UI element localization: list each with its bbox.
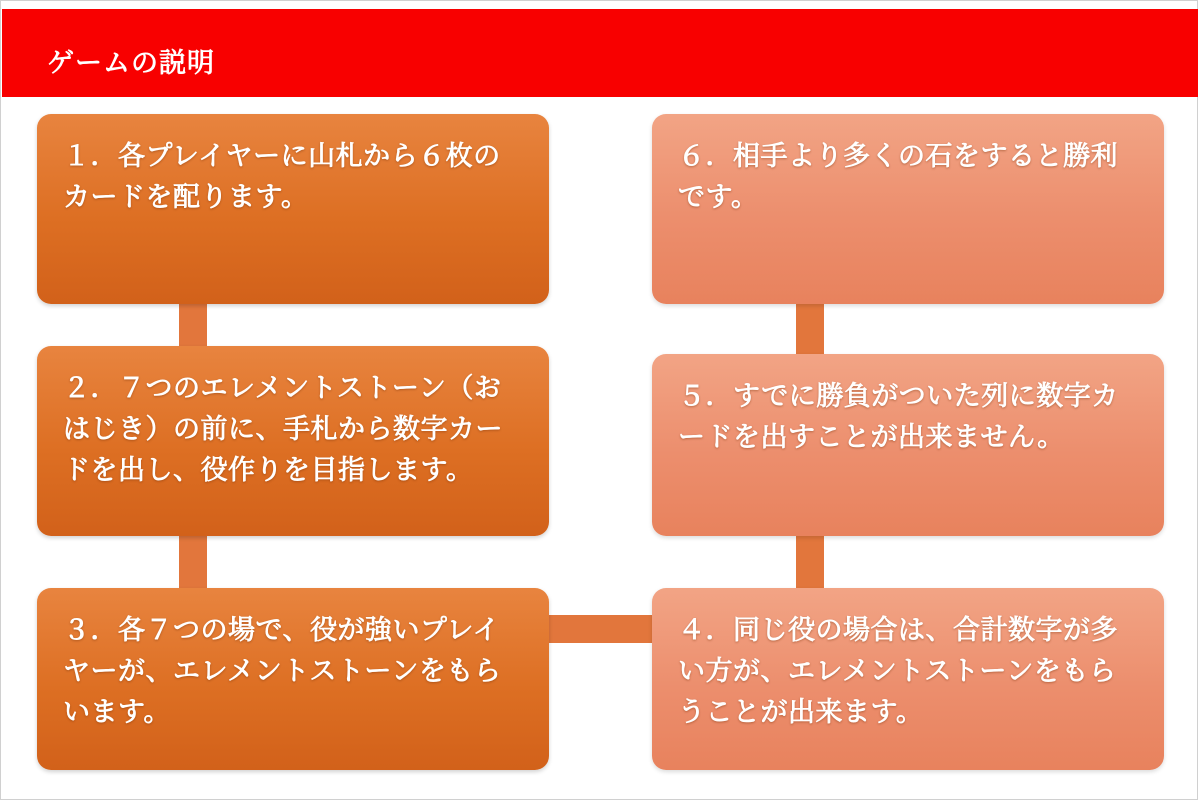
page-title: ゲームの説明 bbox=[47, 48, 215, 78]
flow-step-5: ５．すでに勝負がついた列に数字カードを出すことが出来ません。 bbox=[652, 354, 1164, 536]
flow-step-3: ３．各７つの場で、役が強いプレイヤーが、エレメントストーンをもらいます。 bbox=[37, 588, 549, 770]
flow-step-1: １．各プレイヤーに山札から６枚のカードを配ります。 bbox=[37, 114, 549, 304]
flow-step-4: ４．同じ役の場合は、合計数字が多い方が、エレメントストーンをもらうことが出来ます。 bbox=[652, 588, 1164, 770]
flow-step-2: ２．７つのエレメントストーン（おはじき）の前に、手札から数字カードを出し、役作りを目指します。 bbox=[37, 346, 549, 536]
connector-step3-step4 bbox=[541, 615, 661, 643]
flow-step-6: ６．相手より多くの石をすると勝利です。 bbox=[652, 114, 1164, 304]
connector-step4-step5 bbox=[796, 528, 824, 596]
connector-step5-step6 bbox=[796, 296, 824, 362]
connector-step2-step3 bbox=[179, 528, 207, 596]
title-banner bbox=[2, 9, 1198, 97]
